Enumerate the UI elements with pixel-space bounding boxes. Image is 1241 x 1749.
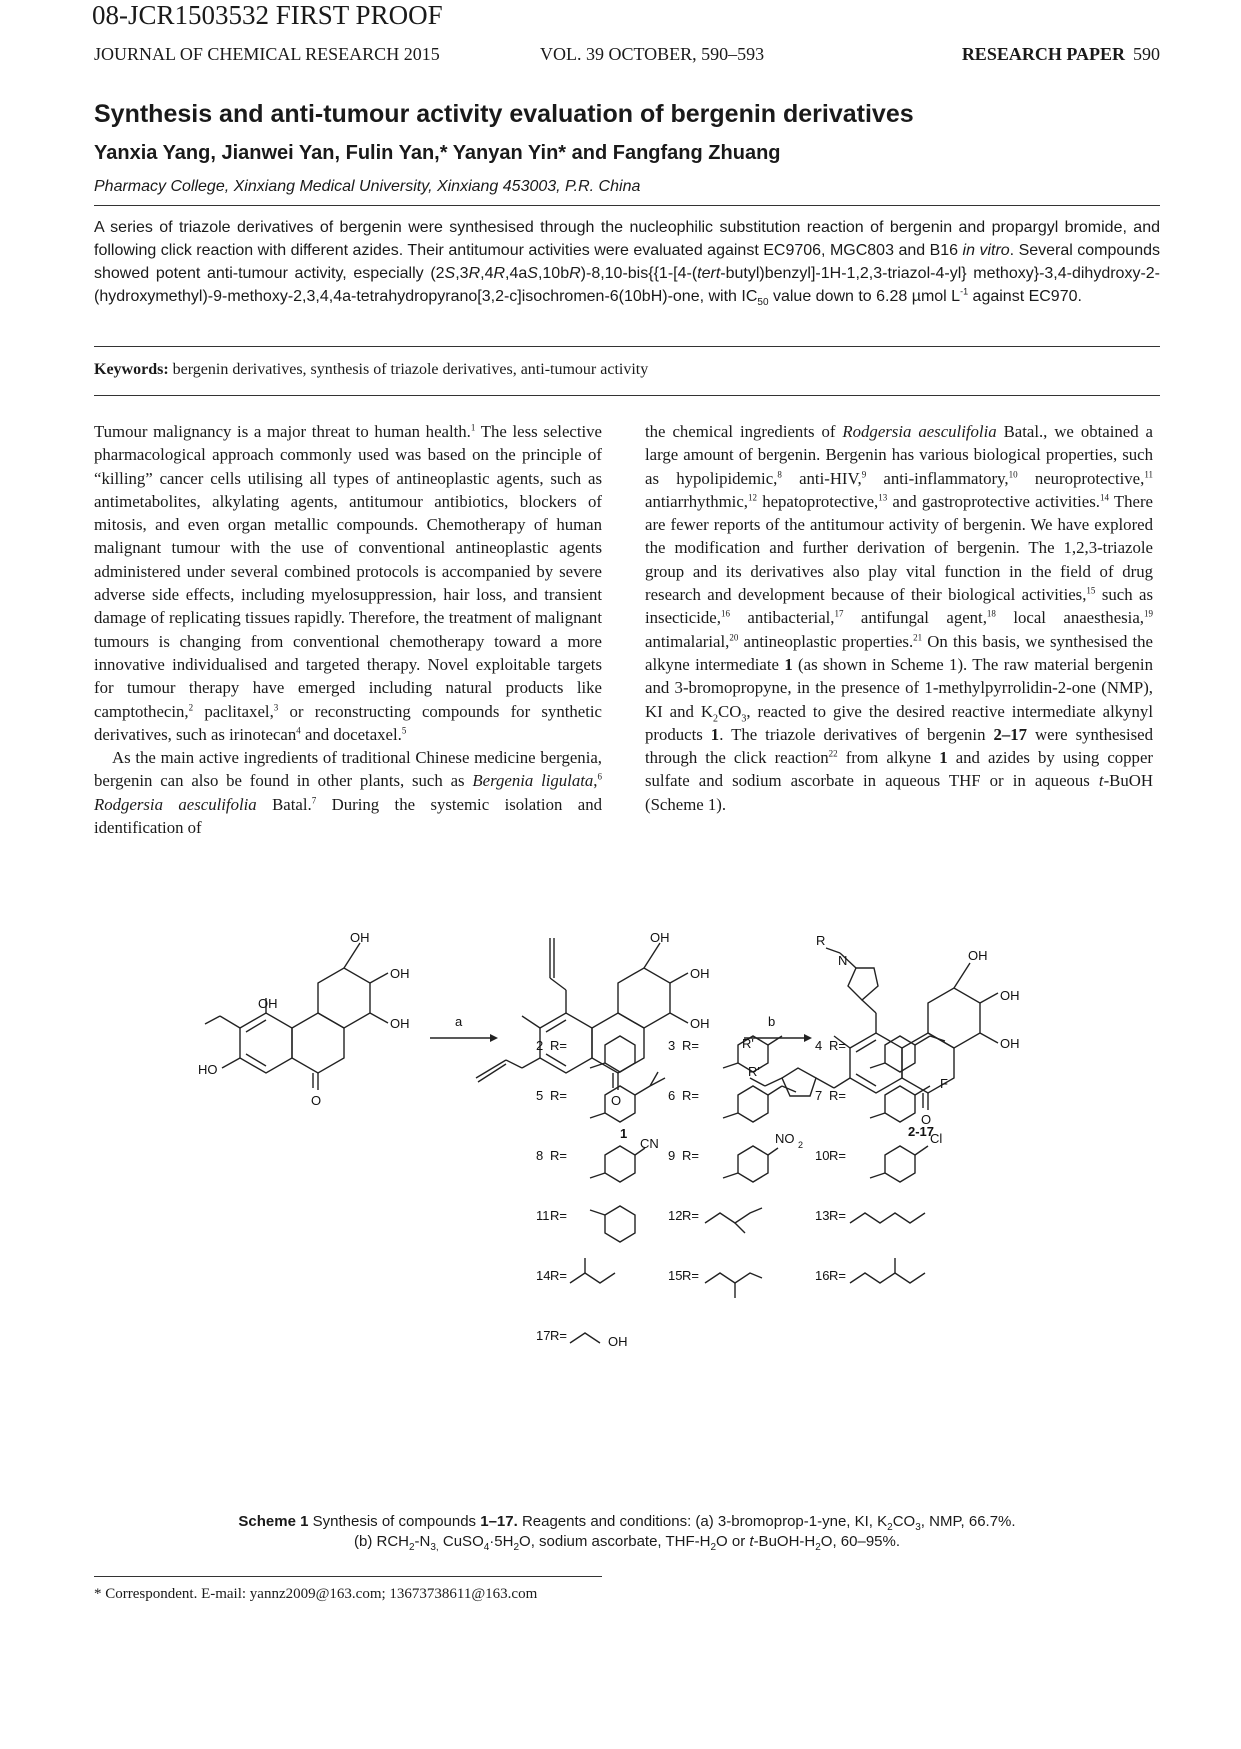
svg-text:R=: R=: [682, 1208, 699, 1223]
svg-text:R=: R=: [829, 1208, 846, 1223]
svg-text:O: O: [311, 1093, 322, 1108]
svg-text:OH: OH: [1000, 1036, 1020, 1051]
svg-text:2: 2: [798, 1140, 804, 1150]
svg-text:HO: HO: [198, 1062, 218, 1077]
svg-text:R=: R=: [550, 1148, 567, 1163]
arrow-b-label: b: [768, 1014, 776, 1029]
running-header: [94, 44, 1160, 65]
page-number: 590: [1133, 44, 1160, 64]
svg-text:R=: R=: [829, 1038, 846, 1053]
svg-text:R': R': [742, 1036, 754, 1051]
r-label-12: 12: [668, 1208, 683, 1223]
svg-text:OH: OH: [258, 996, 278, 1011]
r-label-11: 11: [536, 1208, 550, 1223]
intermediate-1-structure: [476, 938, 688, 1090]
scheme-caption: [94, 1512, 1160, 1552]
svg-text:OH: OH: [608, 1334, 628, 1349]
rule-top: [94, 205, 1160, 206]
r-label-6: 6: [668, 1088, 676, 1103]
r-label-15: 15: [668, 1268, 683, 1283]
footnote-rule: [94, 1576, 602, 1577]
svg-text:O: O: [921, 1112, 932, 1127]
paragraph-3: the chemical ingredients of Rodgersia aesculifolia Batal., we obtained a large amount of bergenin. Bergenin has various biological properties, such as hypolipidemic,$^8$ anti-HIV,$^9$ anti-inflammatory,$^{10}$ neuroprotective,$^{11}$ antiarrhythmic,$^{12}$ hepatoprotective,$^{13}$ and gastroprotective activities.$^{14}$ There are fewer reports of the antitumour activity of bergenin. We have explored the modification and further derivation of bergenin. The 1,2,3-triazole group and its derivatives also play vital function in the field of drug research and development because of their biological activities,$^{15}$ such as insecticide,$^{16}$ antibacterial,$^{17}$ antifungal agent,$^{18}$ local anaesthesia,$^{19}$ antimalarial,$^{20}$ antineoplastic properties.$^{21}$ On this basis, we synthesised the alkyne intermediate 1 (as shown in Scheme 1). The raw material bergenin and 3-bromopropyne, in the presence of 1-methylpyrrolidin-2-one (NMP), KI and $K_2CO_3$, reacted to give the desired reactive intermediate alkynyl products 1. The triazole derivatives of bergenin 2–17 were synthesised through the click reaction$^{22}$ from alkyne 1 and azides by using copper sulfate and sodium ascorbate in aqueous THF or in aqueous t-BuOH (Scheme 1).: [645, 422, 1154, 814]
svg-text:F: F: [940, 1076, 948, 1091]
bergenin-structure: [205, 943, 388, 1090]
scheme-1-diagram: [150, 928, 1090, 1488]
svg-text:O: O: [611, 1093, 622, 1108]
paragraph-2: As the main active ingredients of traditional Chinese medicine bergenia, bergenin can also be found in other plants, such as Bergenia ligulata,$^6$ Rodgersia aesculifolia Batal.$^7$ During the systemic isolation and identification of: [94, 748, 602, 838]
r-label-8: 8: [536, 1148, 544, 1163]
svg-text:R=: R=: [682, 1268, 699, 1283]
svg-text:CN: CN: [640, 1136, 659, 1151]
svg-text:OH: OH: [1000, 988, 1020, 1003]
r-label-13: 13: [815, 1208, 830, 1223]
r-label-10: 10: [815, 1148, 830, 1163]
body-column-left: [94, 420, 602, 839]
svg-text:R=: R=: [550, 1088, 567, 1103]
svg-text:NO: NO: [775, 1131, 795, 1146]
svg-text:R=: R=: [829, 1148, 846, 1163]
svg-text:Cl: Cl: [930, 1131, 943, 1146]
rule-keywords: [94, 395, 1160, 396]
r-label-5: 5: [536, 1088, 544, 1103]
product-structure: [750, 948, 998, 1110]
r-label-14: 14: [536, 1268, 551, 1283]
svg-text:OH: OH: [690, 966, 710, 981]
r-label-3: 3: [668, 1038, 676, 1053]
paragraph-1: Tumour malignancy is a major threat to human health.$^1$ The less selective pharmacological approach commonly used was based on the principle of “killing” cancer cells utilising all types of antineoplastic agents, such as antimetabolites, alkylating agents, antitumour antibiotics, blockers of mitosis, and even organ metallic compounds. Chemotherapy of human malignant tumour with the use of conventional antineoplastic agents administered under several combined protocols is accompanied by severe adverse side effects, including myelosuppression, hair loss, and transient damage of replicating tissues rapidly. Therefore, the treatment of malignant tumours is changing from conventional chemotherapy toward a more innovative individualised and targeted therapy. Novel exploitable targets for tumour therapy have emerged including natural products like camptothecin,$^2$ paclitaxel,$^3$ or reconstructing compounds for synthetic derivatives, such as irinotecan$^4$ and docetaxel.$^5$: [94, 422, 603, 744]
keywords-label: Keywords:: [94, 361, 169, 378]
svg-text:OH: OH: [390, 966, 410, 981]
rule-abstract: [94, 346, 1160, 347]
svg-text:N: N: [838, 953, 848, 968]
svg-text:R=: R=: [550, 1038, 567, 1053]
svg-text:R: R: [816, 933, 826, 948]
r-label-7: 7: [815, 1088, 823, 1103]
keywords: [94, 361, 648, 379]
author-list: Yanxia Yang, Jianwei Yan, Fulin Yan,* Yanyan Yin* and Fangfang Zhuang: [94, 142, 781, 164]
body-column-right: [645, 420, 1153, 816]
r-label-2: 2: [536, 1038, 544, 1053]
caption-line-1: Scheme 1 Synthesis of compounds 1–17. Reagents and conditions: (a) 3-bromoprop-1-yne, KI, $K_2CO_3$, NMP, 66.7%.: [238, 1513, 1016, 1533]
article-title: Synthesis and anti-tumour activity evaluation of bergenin derivatives: [94, 100, 914, 128]
article-type: [962, 44, 1160, 65]
svg-text:R=: R=: [829, 1088, 846, 1103]
svg-text:R=: R=: [550, 1208, 567, 1223]
proof-id: 08-JCR1503532 FIRST PROOF: [92, 0, 443, 30]
caption-line-2: (b) $RCH_2-N_{3,}$ $CuSO_4\cdot 5H_2O$, sodium ascorbate, THF-$H_2O$ or $t-BuOH-H_2O$, 60–95%.: [353, 1533, 901, 1553]
affiliation: Pharmacy College, Xinxiang Medical University, Xinxiang 453003, P.R. China: [94, 178, 641, 195]
journal-name: JOURNAL OF CHEMICAL RESEARCH 2015: [94, 44, 440, 64]
svg-text:R=: R=: [682, 1088, 699, 1103]
compound-1-label: 1: [620, 1126, 628, 1141]
article-type-label: RESEARCH PAPER: [961, 44, 1125, 64]
svg-text:R=: R=: [550, 1268, 567, 1283]
svg-text:R': R': [748, 1064, 760, 1079]
r-label-17: 17: [536, 1328, 551, 1343]
abstract: A series of triazole derivatives of bergenin were synthesised through the nucleophilic substitution reaction of bergenin and propargyl bromide, and following click reaction with different azides. Their antitumour activities were evaluated against EC9706, MGC803 and B16 in vitro. Several compounds showed potent anti-tumour activity, especially (2S,3R,4R,4aS,10bR)-8,10-bis{{1-[4-(tert-butyl)benzyl]-1H-1,2,3-triazol-4-yl} methoxy}-3,4-dihydroxy-2-(hydroxymethyl)-9-methoxy-2,3,4,4a-tetrahydropyrano[3,2-c]isochromen-6(10bH)-one, with $IC_{50}$ value down to 6.28 µmol $L^{-1}$ against EC970.: [94, 219, 1161, 309]
svg-text:R=: R=: [829, 1268, 846, 1283]
correspondence-footnote: * Correspondent. E-mail: yannz2009@163.com; 13673738611@163.com: [94, 1586, 538, 1602]
bergenin-oh-label: OH: [350, 930, 370, 945]
volume-issue: VOL. 39 OCTOBER, 590–593: [540, 44, 765, 64]
svg-text:OH: OH: [690, 1016, 710, 1031]
svg-text:R=: R=: [550, 1328, 567, 1343]
r-label-16: 16: [815, 1268, 830, 1283]
svg-text:R=: R=: [682, 1148, 699, 1163]
svg-text:OH: OH: [968, 948, 988, 963]
arrow-a-label: a: [455, 1014, 463, 1029]
svg-text:OH: OH: [390, 1016, 410, 1031]
r-label-9: 9: [668, 1148, 676, 1163]
keywords-text: bergenin derivatives, synthesis of triazole derivatives, anti-tumour activity: [168, 361, 649, 378]
svg-text:R=: R=: [682, 1038, 699, 1053]
svg-text:OH: OH: [650, 930, 670, 945]
r-label-4: 4: [815, 1038, 823, 1053]
r-group-structures: [590, 1036, 945, 1072]
compound-2-17-label: 2-17: [908, 1124, 935, 1139]
